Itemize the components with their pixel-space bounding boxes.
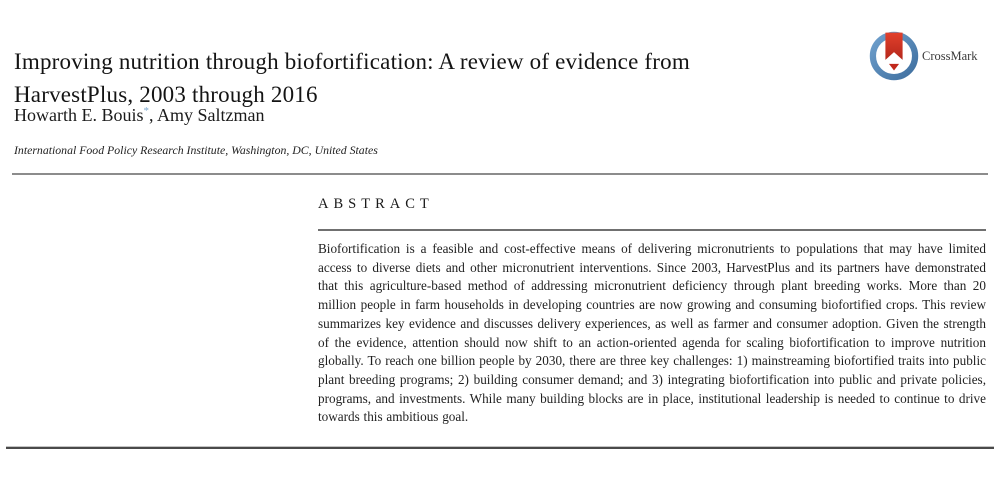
crossmark-badge[interactable] <box>869 31 978 81</box>
abstract-text: Biofortification is a feasible and cost-effective means of delivering micronutrients to populations that may have limited access to diverse diets and other micronutrient interventions. Since 2003, HarvestPlus and its partners have demonstrated that this agriculture-based method of addressing micronutrient deficiency through plant breeding works. More than 20 million people in farm households in developing countries are now growing and consuming biofortified crops. This review summarizes key evidence and discusses delivery experiences, as well as farmer and consumer adoption. Given the strength of the evidence, attention should now shift to an action-oriented agenda for scaling biofortification to improve nutrition globally. To reach one billion people by 2030, there are three key challenges: 1) mainstreaming biofortified traits into public plant breeding programs; 2) building consumer demand; and 3) integrating biofortification into public and private policies, programs, and investments. While many building blocks are in place, institutional leadership is needed to continue to drive towards this ambitious goal. <box>318 241 986 425</box>
abstract-section <box>318 196 986 427</box>
paper-title-line-1: Improving nutrition through biofortification: A review of evidence from <box>14 49 690 75</box>
author-name-2: , Amy Saltzman <box>149 105 265 125</box>
author-affiliation: International Food Policy Research Institute, Washington, DC, United States <box>14 143 378 157</box>
author-list <box>14 105 265 126</box>
abstract-heading: ABSTRACT <box>318 196 434 212</box>
crossmark-logo-icon <box>869 31 919 81</box>
author-affiliation-marker-link[interactable]: * <box>143 105 149 117</box>
paper-title-line-2: HarvestPlus, 2003 through 2016 <box>14 82 318 108</box>
author-name-1: Howarth E. Bouis <box>14 105 144 125</box>
abstract-heading-rule <box>318 229 986 231</box>
header-divider-rule <box>12 173 988 175</box>
crossmark-label: CrossMark <box>922 48 978 63</box>
footer-divider-rule <box>6 446 994 449</box>
paper-title <box>14 45 844 111</box>
